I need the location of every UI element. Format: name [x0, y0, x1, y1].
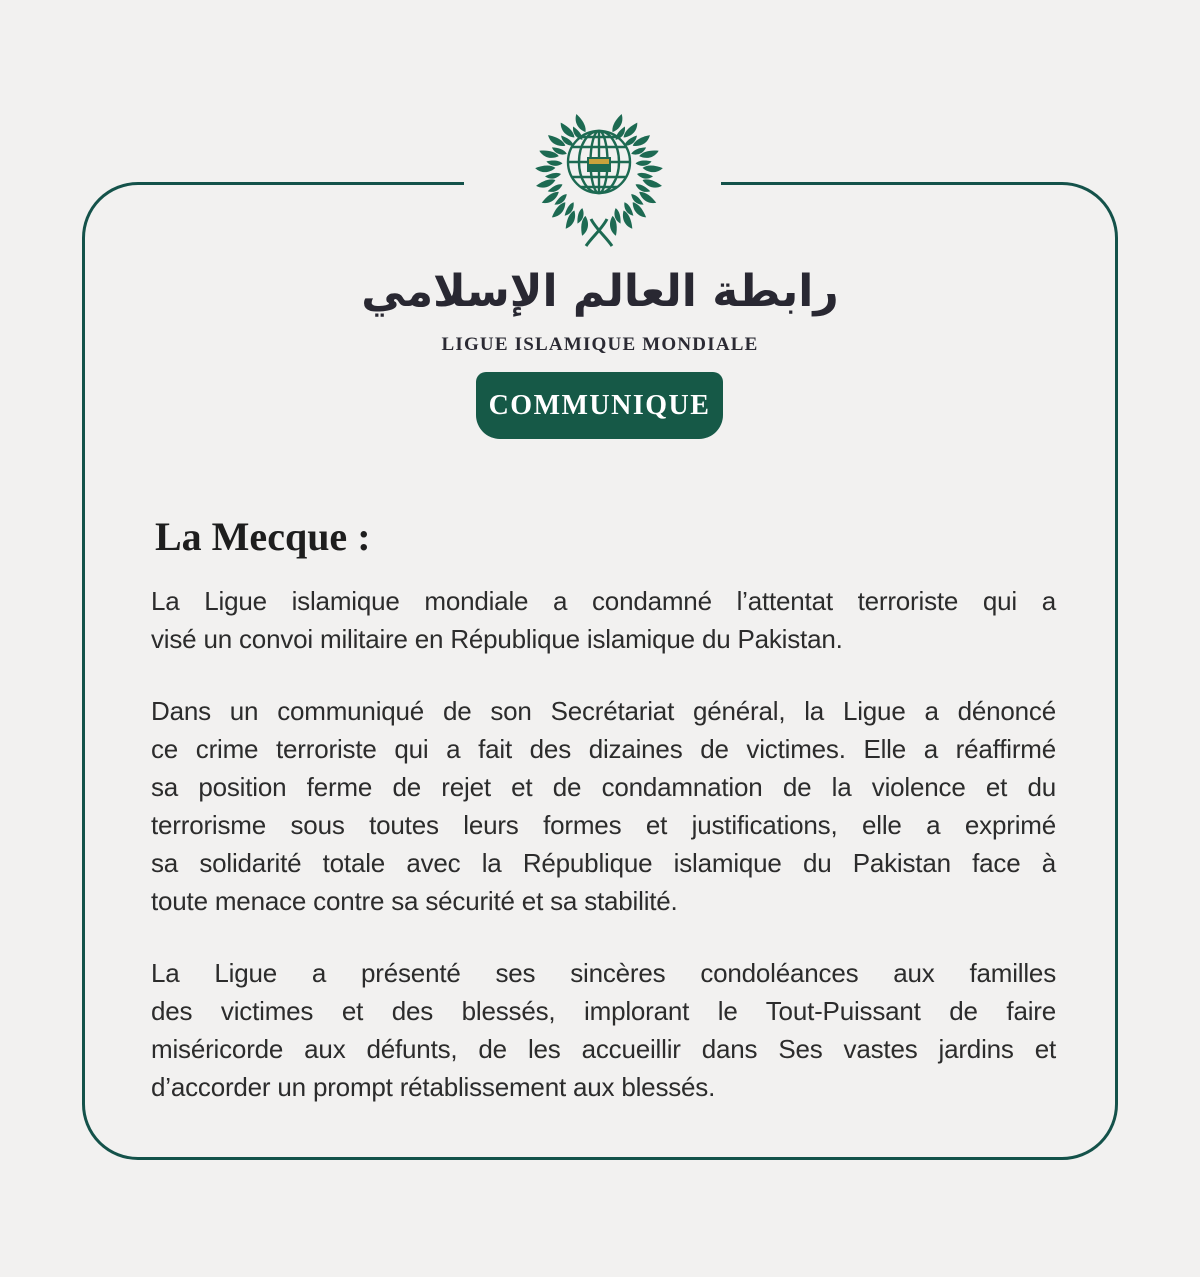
text-line: ce crime terroriste qui a fait des dizaines de victimes. Elle a réaffirmé	[151, 734, 1056, 764]
communique-badge-label: COMMUNIQUE	[488, 389, 711, 421]
document-body	[151, 582, 1056, 1140]
text-line: sa position ferme de rejet et de condamnation de la violence et du	[151, 772, 1056, 802]
mwl-wreath-globe-logo	[533, 116, 665, 250]
text-line: terrorisme sous toutes leurs formes et justifications, elle a exprimé	[151, 810, 1056, 840]
text-line: des victimes et des blessés, implorant le Tout-Puissant de faire	[151, 996, 1056, 1026]
org-name: LIGUE ISLAMIQUE MONDIALE	[441, 334, 759, 355]
text-line: Dans un communiqué de son Secrétariat général, la Ligue a dénoncé	[151, 696, 1056, 726]
text-line: sa solidarité totale avec la République islamique du Pakistan face à	[151, 848, 1056, 878]
text-line: miséricorde aux défunts, de les accueillir dans Ses vastes jardins et	[151, 1034, 1056, 1064]
paragraph	[151, 582, 1056, 658]
dateline-heading: La Mecque :	[155, 514, 371, 559]
arabic-calligraphy-title: رابطة العالم الإسلامي	[361, 266, 839, 317]
text-line: toute menace contre sa sécurité et sa stabilité.	[151, 886, 678, 916]
text-line: La Ligue islamique mondiale a condamné l’attentat terroriste qui a	[151, 586, 1056, 616]
laurel-branch-right	[607, 113, 663, 237]
text-line: d’accorder un prompt rétablissement aux blessés.	[151, 1072, 716, 1102]
paragraph	[151, 954, 1056, 1106]
text-line: La Ligue a présenté ses sincères condoléances aux familles	[151, 958, 1056, 988]
wreath-stems	[586, 219, 612, 246]
laurel-branch-left	[535, 113, 591, 237]
kaaba-gold-band	[589, 159, 609, 164]
paragraph	[151, 692, 1056, 920]
text-line: visé un convoi militaire en République islamique du Pakistan.	[151, 624, 843, 654]
communique-badge	[476, 372, 723, 439]
